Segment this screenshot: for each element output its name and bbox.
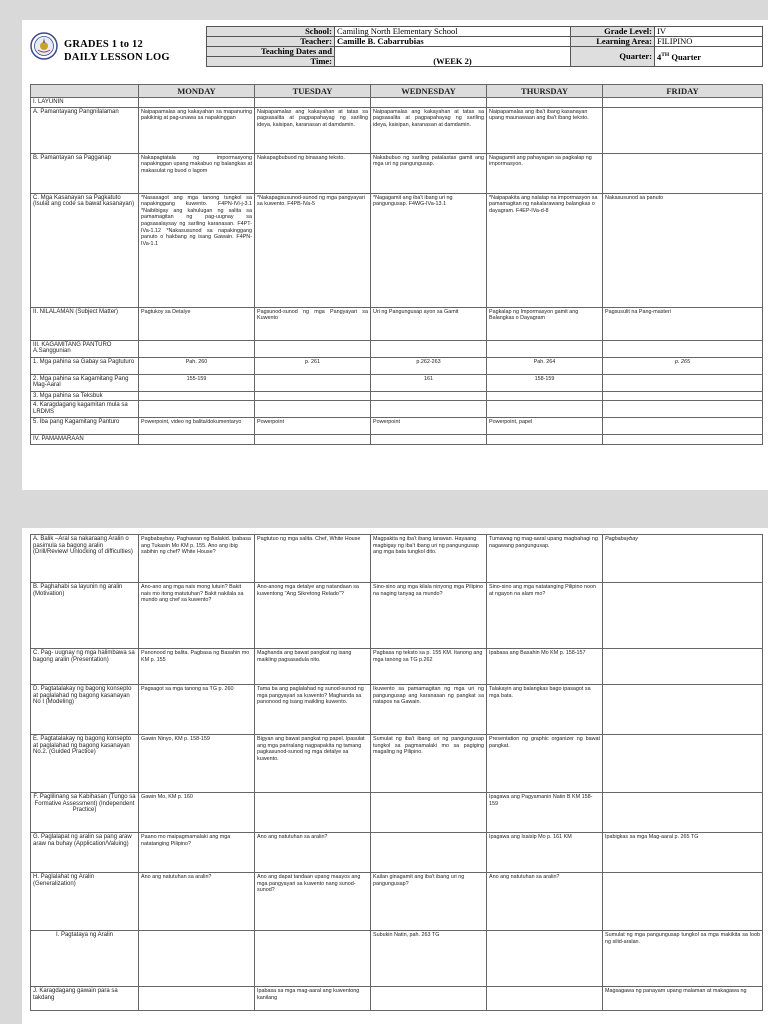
row-label: III. KAGAMITANG PANTURO A.Sanggunian bbox=[31, 340, 139, 357]
row-label: 2. Mga pahina sa Kagamitang Pang Mag-Aaral bbox=[31, 374, 139, 391]
table-row bbox=[31, 649, 763, 685]
table-cell bbox=[603, 873, 763, 931]
day-header: FRIDAY bbox=[603, 85, 763, 98]
day-header-row bbox=[31, 85, 763, 98]
area-value: FILIPINO bbox=[655, 37, 763, 47]
table-cell: 161 bbox=[371, 374, 487, 391]
table-cell: Ano-ano ang mga nais mong lutuin? Bakit nais mo itong matutuhan? Bakit nakilala sa mundo ang chef sa kuwento? bbox=[139, 583, 255, 649]
day-header: TUESDAY bbox=[255, 85, 371, 98]
table-cell bbox=[139, 340, 255, 357]
table-cell: Nakapagbubuod ng binasang teksto. bbox=[255, 153, 371, 193]
table-cell: Ano ang natutuhan sa aralin? bbox=[487, 873, 603, 931]
row-label: B. Paghahabi sa layunin ng aralin (Motivation) bbox=[31, 583, 139, 649]
table-cell: Nakabubuo ng sariling patalastas gamit ang mga uri ng pangungusap. bbox=[371, 153, 487, 193]
table-row bbox=[31, 391, 763, 401]
table-row bbox=[31, 418, 763, 435]
table-cell bbox=[603, 374, 763, 391]
table-cell bbox=[371, 340, 487, 357]
table-cell: Pah. 264 bbox=[487, 357, 603, 374]
table-cell bbox=[139, 931, 255, 987]
table-cell: Uri ng Pangungusap ayon sa Gamit bbox=[371, 307, 487, 340]
table-cell bbox=[371, 793, 487, 833]
quarter-label: Quarter: bbox=[571, 47, 655, 67]
table-cell: Magsagawa ng panayam upang malaman at makagawa ng bbox=[603, 987, 763, 1011]
table-cell: Sumulat ng iba't ibang uri ng pangungusap tungkol sa pagmamalaki mo sa pagiging magaling ng Pilipino. bbox=[371, 735, 487, 793]
document-subtitle: DAILY LESSON LOG bbox=[64, 52, 170, 63]
table-cell bbox=[487, 340, 603, 357]
table-row bbox=[31, 401, 763, 418]
table-cell bbox=[139, 987, 255, 1011]
day-header: THURSDAY bbox=[487, 85, 603, 98]
document-title: GRADES 1 to 12 bbox=[64, 39, 143, 50]
table-row bbox=[31, 374, 763, 391]
table-cell bbox=[603, 107, 763, 153]
table-cell: Gawin Mo, KM p. 160 bbox=[139, 793, 255, 833]
time-label: Time: bbox=[207, 57, 335, 67]
document-header bbox=[30, 24, 762, 86]
table-cell: Ano ang natutuhan sa aralin? bbox=[255, 833, 371, 873]
row-label: D. Pagtatalakay ng bagong konsepto at paglalahad ng bagong kasanayan No I (Modeling) bbox=[31, 685, 139, 735]
table-cell: Sino-sino ang mga natatanging Pilipino noon at ngayon na alam mo? bbox=[487, 583, 603, 649]
table-cell bbox=[487, 401, 603, 418]
table-cell bbox=[139, 98, 255, 108]
table-row bbox=[31, 735, 763, 793]
table-cell: Tama ba ang paglalahad ng sunod-sunod ng mga pangyayari sa kuwento? Maghanda sa panonood ng isang maikling kuwento. bbox=[255, 685, 371, 735]
table-cell: Pagkalap ng Impormasyon gamit ang Balangkas o Dayagram bbox=[487, 307, 603, 340]
school-value: Camiling North Elementary School bbox=[335, 27, 571, 37]
table-cell bbox=[255, 435, 371, 445]
table-cell: Pagtukoy sa Detalye bbox=[139, 307, 255, 340]
row-label: B. Pamantayan sa Pagganap bbox=[31, 153, 139, 193]
table-row bbox=[31, 931, 763, 987]
table-row bbox=[31, 987, 763, 1011]
table-cell: *Nasasagot ang mga tanong tungkol sa napakinggang kuwento. F4PN-IVi-j-3.1 *Naibibigay ang kahulugan ng salita sa pamamagitan ng pag-uugnay sa pagsasalaysay ng sariling karanasan. F4PT-IVa-1.12 *Nakasusunod sa napakinggang panuto o hakbang ng isang Gawain. F4PN-IVa-1.1 bbox=[139, 193, 255, 307]
table-cell: Naipapamalas ang kakayahan at tatas sa pagsasalita at pagpapahayag ng sariling ideya, kaisipan, karanasan at damdamin. bbox=[255, 107, 371, 153]
table-cell bbox=[371, 435, 487, 445]
table-cell bbox=[603, 153, 763, 193]
corner-cell bbox=[31, 85, 139, 98]
info-table bbox=[206, 26, 763, 67]
table-cell: Gawin Ninyo, KM p. 158-159 bbox=[139, 735, 255, 793]
table-cell: Powerpoint bbox=[371, 418, 487, 435]
table-cell: Paano mo maipagmamalaki ang mga natatanging Pilipino? bbox=[139, 833, 255, 873]
table-cell: Ano ang dapat tandaan upang maayos ang mga pangyayari sa kuwento nang sunod-sunod? bbox=[255, 873, 371, 931]
table-cell: p. 265 bbox=[603, 357, 763, 374]
table-cell: Pagtutuo ng mga salita. Chef, White House bbox=[255, 535, 371, 583]
row-label: 4. Karagdagang kagamitan mula sa LRDMS bbox=[31, 401, 139, 418]
table-cell bbox=[139, 401, 255, 418]
row-label: 5. Iba pang Kagamitang Panturo bbox=[31, 418, 139, 435]
table-row bbox=[31, 435, 763, 445]
table-cell bbox=[139, 391, 255, 401]
row-label: 3. Mga pahina sa Teksbuk bbox=[31, 391, 139, 401]
table-cell bbox=[139, 435, 255, 445]
grade-value: IV bbox=[655, 27, 763, 37]
table-cell: Pagsusulit na Pang-masteri bbox=[603, 307, 763, 340]
table-row bbox=[31, 107, 763, 153]
table-cell bbox=[255, 374, 371, 391]
table-row bbox=[31, 340, 763, 357]
table-cell: Sumulat ng mga pangungusap tungkol sa mga makikita sa loob ng silid-aralan. bbox=[603, 931, 763, 987]
table-cell bbox=[603, 340, 763, 357]
table-cell: Ipabigkas sa mga Mag-aaral p. 265 TG bbox=[603, 833, 763, 873]
table-cell: Nagagamit ang pahayagan sa pagkalap ng impormasyon. bbox=[487, 153, 603, 193]
table-cell: Ipabasa ang Basahin Mo KM p. 158-157 bbox=[487, 649, 603, 685]
table-row bbox=[31, 833, 763, 873]
table-cell: Pagbabaybay bbox=[603, 535, 763, 583]
row-label: H. Paglalahat ng Aralin (Generalization) bbox=[31, 873, 139, 931]
table-cell bbox=[603, 418, 763, 435]
table-row bbox=[31, 307, 763, 340]
table-cell: Pagsagot sa mga tanong sa TG p. 260 bbox=[139, 685, 255, 735]
teacher-value: Camille B. Cabarrubias bbox=[335, 37, 571, 47]
table-cell bbox=[603, 583, 763, 649]
row-label: IV. PAMAMARAAN bbox=[31, 435, 139, 445]
table-cell: Pagsunod-sunod ng mga Pangyayari sa Kuwento bbox=[255, 307, 371, 340]
table-cell: Ano ang natutuhan sa aralin? bbox=[139, 873, 255, 931]
table-cell bbox=[603, 735, 763, 793]
table-cell bbox=[371, 833, 487, 873]
table-cell bbox=[255, 401, 371, 418]
table-cell: Subukin Natin, pah. 263 TG bbox=[371, 931, 487, 987]
table-cell: Naipapamalas ang iba't ibang kasanayan upang maunawaan ang iba't ibang teksto. bbox=[487, 107, 603, 153]
table-row bbox=[31, 98, 763, 108]
table-cell bbox=[603, 401, 763, 418]
table-cell bbox=[603, 435, 763, 445]
table-cell bbox=[487, 987, 603, 1011]
row-label: II. NILALAMAN (Subject Matter) bbox=[31, 307, 139, 340]
table-cell: p. 261 bbox=[255, 357, 371, 374]
quarter-value: 4TH Quarter bbox=[655, 47, 763, 67]
table-cell: Panonood ng balita. Pagbasa ng Basahin mo KM p. 155 bbox=[139, 649, 255, 685]
row-label: A. Pamantayang Pangnilalaman bbox=[31, 107, 139, 153]
table-cell: *Nakapagsusunod-sunod ng mga pangyayari sa kuwento. F4PB-IVa-5 bbox=[255, 193, 371, 307]
dates-label: Teaching Dates and bbox=[207, 47, 335, 57]
table-cell bbox=[603, 391, 763, 401]
table-cell bbox=[255, 931, 371, 987]
row-label: F. Paglilinang sa Kabihasan (Tungo sa Formative Assessment) (Independent Practice) bbox=[31, 793, 139, 833]
table-cell: 158-159 bbox=[487, 374, 603, 391]
table-cell: Tumawag ng mag-aaral upang magbahagi ng nagawang pangungusap. bbox=[487, 535, 603, 583]
table-cell: Powerpoint, papel bbox=[487, 418, 603, 435]
table-cell: Bigyan ang bawat pangkat ng papel. Ipasulat ang mga pariralang nagpapakita ng tamang pagkasunod-sunod ng mga detalye sa kuwento. bbox=[255, 735, 371, 793]
table-cell bbox=[487, 435, 603, 445]
row-label: I. LAYUNIN bbox=[31, 98, 139, 108]
table-cell bbox=[255, 391, 371, 401]
table-cell: Talakayin ang balangkas bago ipasagot sa mga bata. bbox=[487, 685, 603, 735]
table-cell: Pagbasa ng teksto sa p. 155 KM. Itanong ang mga tanong sa TG p.262 bbox=[371, 649, 487, 685]
table-row bbox=[31, 583, 763, 649]
row-label: G. Paglalapat ng aralin sa pang araw araw na buhay (Application/Valuing) bbox=[31, 833, 139, 873]
table-cell: *Nagagamit ang iba't ibang uri ng pangungusap. F4WG-IVa-13.1 bbox=[371, 193, 487, 307]
table-cell bbox=[603, 793, 763, 833]
table-cell: Powerpoint, video ng balita/dokumentaryo bbox=[139, 418, 255, 435]
table-cell bbox=[487, 931, 603, 987]
table-cell bbox=[487, 98, 603, 108]
table-cell bbox=[603, 98, 763, 108]
lesson-table-page-1 bbox=[30, 84, 763, 445]
table-cell: Powerpoint bbox=[255, 418, 371, 435]
table-cell: p.262-263 bbox=[371, 357, 487, 374]
table-cell: Ikuwento sa pamamagitan ng mga uri ng pangungusap ang karanasan ng pangkat sa natapos na Gawain. bbox=[371, 685, 487, 735]
table-cell: Ipabasa sa mga mag-aaral ang kuwentong kanilang bbox=[255, 987, 371, 1011]
table-cell: Naipapamalas ang kakayahan sa mapanuring pakikinig at pag-unawa sa napakinggan bbox=[139, 107, 255, 153]
table-cell: Presentation ng graphic organizer ng bawat pangkat. bbox=[487, 735, 603, 793]
table-cell: Pah. 260 bbox=[139, 357, 255, 374]
lesson-log-page-2 bbox=[22, 528, 768, 1024]
table-row bbox=[31, 873, 763, 931]
table-cell: Ipagawa ang Pagyamanin Natin B KM 158-159 bbox=[487, 793, 603, 833]
table-row bbox=[31, 793, 763, 833]
table-cell bbox=[603, 649, 763, 685]
area-label: Learning Area: bbox=[571, 37, 655, 47]
day-header: MONDAY bbox=[139, 85, 255, 98]
table-cell bbox=[255, 793, 371, 833]
row-label: J. Karagdagang gawain para sa takdang bbox=[31, 987, 139, 1011]
table-cell: Maghanda ang bawat pangkat ng isang maikling pagsasadula nito. bbox=[255, 649, 371, 685]
table-cell bbox=[371, 401, 487, 418]
lesson-table-page-2 bbox=[30, 534, 763, 1011]
table-row bbox=[31, 535, 763, 583]
table-row bbox=[31, 357, 763, 374]
table-cell: Ipagawa ang Isaisip Mo p. 161 KM bbox=[487, 833, 603, 873]
table-cell bbox=[255, 340, 371, 357]
week-value: (WEEK 2) bbox=[335, 47, 571, 67]
table-cell bbox=[371, 391, 487, 401]
table-cell: Ano-anong mga detalye ang natandaan sa kuwentong "Ang Sikretong Relado"? bbox=[255, 583, 371, 649]
table-row bbox=[31, 193, 763, 307]
table-row bbox=[31, 153, 763, 193]
table-cell bbox=[487, 391, 603, 401]
table-cell: *Naipapakita ang nalalap na impormasyon sa pamamagitan ng nakalarawang balangkas o dayagram. F4EP-IVa-d-8 bbox=[487, 193, 603, 307]
table-cell: Sino-sino ang mga kilala ninyong mga Pilipino na naging tanyag sa mundo? bbox=[371, 583, 487, 649]
table-cell bbox=[255, 98, 371, 108]
table-cell bbox=[371, 987, 487, 1011]
table-cell: Naipapamalas ang kakayahan at tatas sa pagsasalita at pagpapahayag ng sariling ideya, kaisipan, karanasan at damdamin. bbox=[371, 107, 487, 153]
teacher-label: Teacher: bbox=[207, 37, 335, 47]
grade-label: Grade Level: bbox=[571, 27, 655, 37]
table-row bbox=[31, 685, 763, 735]
table-cell: Nakapagtatala ng impormasyong napakinggan upang makabuo ng balangkas at makasulat ng buod o lagom bbox=[139, 153, 255, 193]
table-cell: Magpakita ng iba't ibang larawan. Hayaang magbigay ng iba't ibang uri ng pangungusap ang mga bata tungkol dito. bbox=[371, 535, 487, 583]
table-cell bbox=[603, 685, 763, 735]
lesson-log-page-1 bbox=[22, 20, 768, 490]
day-header: WEDNESDAY bbox=[371, 85, 487, 98]
school-label: School: bbox=[207, 27, 335, 37]
table-cell: Kailan ginagamit ang iba't ibang uri ng pangungusap? bbox=[371, 873, 487, 931]
row-label: C. Mga Kasanayan sa Pagkatuto (Isulat ang code sa bawat kasanayan) bbox=[31, 193, 139, 307]
row-label: E. Pagtatalakay ng bagong konsepto at paglalahad ng bagong kasanayan No.2. (Guided Practice) bbox=[31, 735, 139, 793]
row-label: 1. Mga pahina sa Gabay sa Pagtuturo bbox=[31, 357, 139, 374]
table-cell bbox=[371, 98, 487, 108]
deped-seal-icon bbox=[30, 32, 58, 60]
table-cell: 155-159 bbox=[139, 374, 255, 391]
table-cell: Nakasusunod sa panuto bbox=[603, 193, 763, 307]
row-label: I. Pagtataya ng Aralin bbox=[31, 931, 139, 987]
row-label: C. Pag- uugnay ng mga halimbawa sa bagong aralin (Presentation) bbox=[31, 649, 139, 685]
row-label: A. Balik –Aral sa nakaraang Aralin o pasimula sa bagong aralin (Drill/Review/ Unlocking of difficulties) bbox=[31, 535, 139, 583]
table-cell: Pagbabaybay. Paghawan ng Balakid. Ipabasa ang Tukasin Mo KM p. 155. Ano ang ibig sabihin ng chef? White House? bbox=[139, 535, 255, 583]
